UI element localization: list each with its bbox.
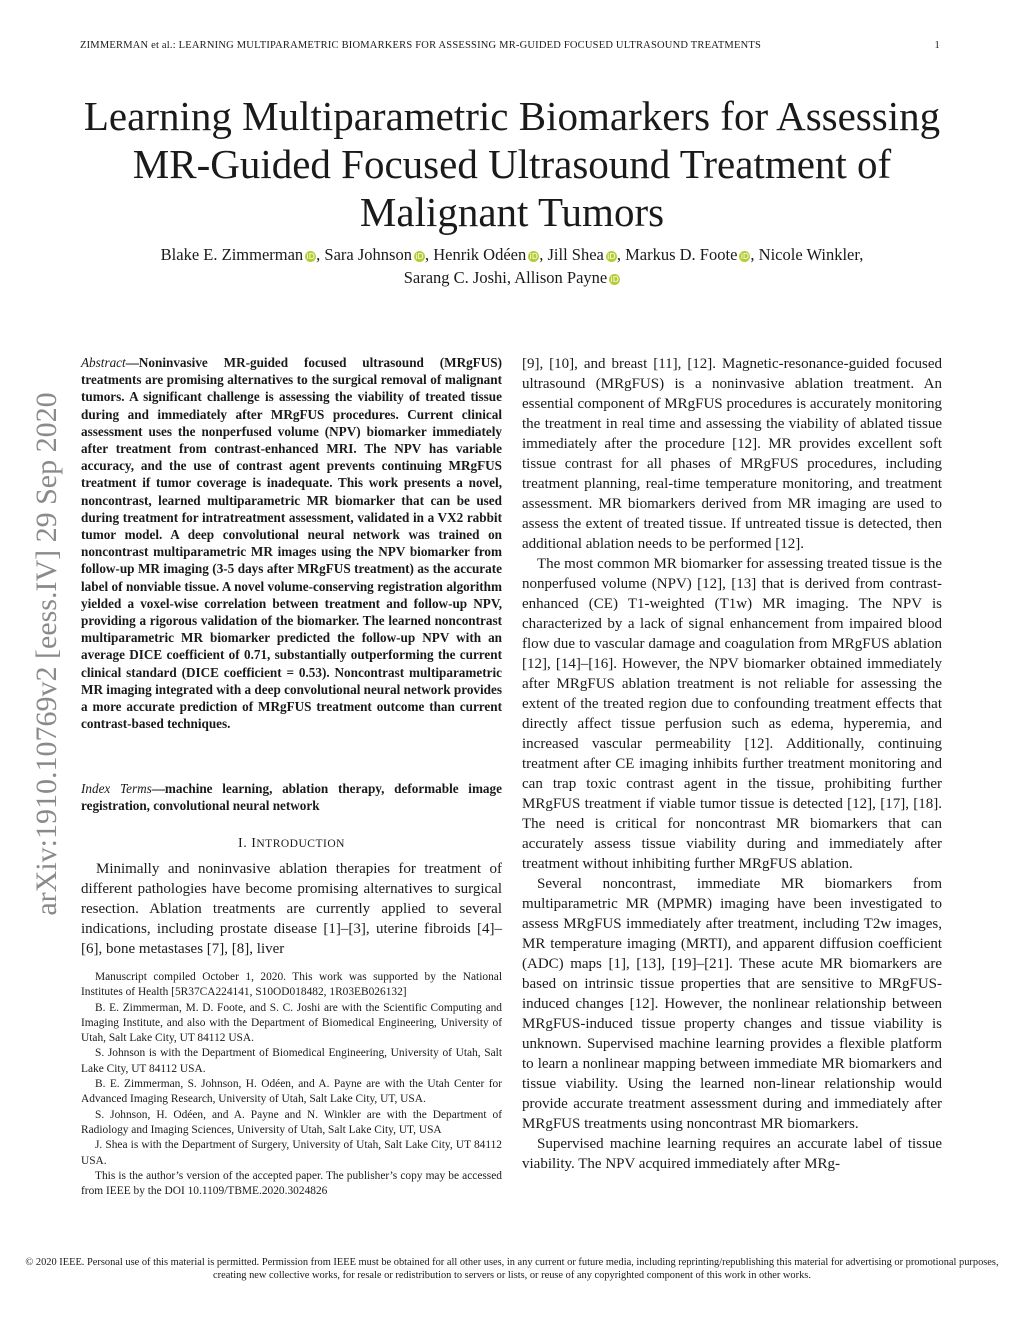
- body-paragraph: The most common MR biomarker for assessing treated tissue is the nonperfused volume (NPV) [12], [13] that is derived from contrast-enhanced (CE) T1-weighted (T1w) MR imaging. The NPV is characterized by a lack of signal enhancement from impaired blood flow due to vascular damage and coagulation from MRgFUS ablation [12], [14]–[16]. However, the NPV biomarker obtained immediately after MRgFUS ablation treatment is not reliable for assessing the extent of the treated region due to confounding treatment effects that directly affect tissue perfusion such as edema, hyperemia, and increased vascular permeability [12]. Additionally, continuing treatment after CE imaging inhibits further treatment monitoring and can trap toxic contrast agent in the tissue, prohibiting further MRgFUS treatment if viable tumor tissue is detected [12], [17], [18]. The need is critical for noncontrast MR biomarkers that can accurately assess tissue viability during and immediately after treatment without inhibiting further MRgFUS ablation.: [522, 556, 942, 872]
- orcid-icon[interactable]: iD: [740, 252, 750, 261]
- author-name: Blake E. Zimmerman: [160, 245, 304, 264]
- paper-title: Learning Multiparametric Biomarkers for Assessing MR-Guided Focused Ultrasound Treatment of Malignant Tumors: [83, 93, 941, 235]
- index-terms: [81, 780, 502, 814]
- orcid-icon[interactable]: iD: [415, 252, 424, 261]
- running-title: ZIMMERMAN et al.: LEARNING MULTIPARAMETRIC BIOMARKERS FOR ASSESSING MR-GUIDED FOCUSED ULTRASOUND TREATMENTS: [80, 40, 762, 51]
- footnote: B. E. Zimmerman, M. D. Foote, and S. C. Joshi are with the Scientific Computing and Imaging Institute, and also with the Department of Biomedical Engineering, University of Utah, Salt Lake City, UT 84112 USA.: [81, 1001, 502, 1045]
- footnotes: [81, 970, 502, 1199]
- orcid-icon[interactable]: iD: [306, 252, 315, 261]
- abstract-label: Abstract: [81, 355, 126, 370]
- footnote: B. E. Zimmerman, S. Johnson, H. Odéen, and A. Payne are with the Utah Center for Advanced Imaging Research, University of Utah, Salt Lake City, UT, USA.: [81, 1078, 502, 1106]
- orcid-icon[interactable]: iD: [529, 252, 538, 261]
- footnote: This is the author’s version of the accepted paper. The publisher’s copy may be accessed from IEEE by the DOI 10.1109/TBME.2020.3024826: [81, 1169, 502, 1198]
- author-name: Nicole Winkler,: [758, 245, 864, 264]
- page-number: 1: [934, 40, 940, 51]
- orcid-icon[interactable]: iD: [607, 252, 616, 261]
- section-heading: I. INTRODUCTION: [238, 836, 345, 851]
- author-name: Sara Johnson: [324, 245, 412, 264]
- body-paragraph: Several noncontrast, immediate MR biomarkers from multiparametric MR (MPMR) imaging have been investigated to assess MRgFUS immediately after treatment, including T2w images, MR temperature imaging (MRTI), and apparent diffusion coefficient (ADC) maps [1], [13], [19]–[21]. These acute MR biomarkers are based on intrinsic tissue properties that are sensitive to MRgFUS-induced changes [12]. However, the nonlinear relationship between MRgFUS-induced tissue property changes and tissue viability is unknown. Supervised machine learning provides a flexible platform to learn a nonlinear mapping between immediate MR biomarkers and tissue viability. Using the learned non-linear relationship would provide accurate treatment assessment during and immediately after MRgFUS treatments using noncontrast MR biomarkers.: [522, 876, 942, 1132]
- index-terms-label: Index Terms: [81, 781, 152, 796]
- arxiv-identifier: arXiv:1910.10769v2 [eess.IV] 29 Sep 2020: [30, 392, 63, 916]
- footnote: S. Johnson is with the Department of Biomedical Engineering, University of Utah, Salt Lake City, UT 84112 USA.: [81, 1047, 502, 1075]
- right-column: [522, 354, 942, 1174]
- body-paragraph: [9], [10], and breast [11], [12]. Magnetic-resonance-guided focused ultrasound (MRgFUS) is a noninvasive ablation treatment. An essential component of MRgFUS procedures is accurately monitoring the treatment in real time and assessing the viability of ablated tissue immediately after the procedure [12]. MR provides excellent soft tissue contrast for all phases of MRgFUS procedures, including treatment planning, real-time temperature monitoring, and treatment assessment. MR biomarkers derived from MR imaging are used to assess the extent of treated tissue. If untreated tissue is detected, then additional ablation needs to be performed [12].: [522, 356, 942, 552]
- author-name: Henrik Odéen: [433, 245, 527, 264]
- author-name: Sarang C. Joshi, Allison Payne: [403, 268, 608, 287]
- copyright-notice: © 2020 IEEE. Personal use of this material is permitted. Permission from IEEE must be obtained for all other uses, in any current or future media, including reprinting/republishing this material for advertising or promotional purposes, creating new collective works, for resale or redistribution to servers or lists, or reuse of any copyrighted component of this work in other works.: [25, 1257, 999, 1281]
- abstract: [81, 354, 502, 732]
- author-name: Markus D. Foote: [625, 245, 738, 264]
- author-list: Blake E. Zimmerman iD, Sara Johnson iD, Henrik Odéen iD, Jill Shea iD, Markus D. Foote iD, Nicole Winkler, Sarang C. Joshi, Allison Payne iD: [160, 245, 864, 287]
- body-paragraph: Supervised machine learning requires an accurate label of tissue viability. The NPV acquired immediately after MRg-: [522, 1136, 942, 1172]
- footnote: Manuscript compiled October 1, 2020. This work was supported by the National Institutes of Health [5R37CA224141, S10OD018482, 1R03EB026132]: [81, 971, 502, 999]
- index-terms-text: —machine learning, ablation therapy, deformable image registration, convolutional neural network: [81, 781, 502, 814]
- author-name: Jill Shea: [547, 245, 604, 264]
- intro-paragraph: Minimally and noninvasive ablation therapies for treatment of different pathologies have become promising alternatives to surgical resection. Ablation treatments are currently applied to several indications, including prostate disease [1]–[3], uterine fibroids [4]–[6], bone metastases [7], [8], liver: [81, 861, 502, 957]
- footnote: J. Shea is with the Department of Surgery, University of Utah, Salt Lake City, UT 84112 USA.: [81, 1139, 502, 1167]
- orcid-icon[interactable]: iD: [610, 275, 619, 284]
- footnote: S. Johnson, H. Odéen, and A. Payne and N. Winkler are with the Department of Radiology and Imaging Sciences, University of Utah, Salt Lake City, UT, USA: [81, 1108, 502, 1136]
- arxiv-sidebar: [22, 348, 72, 960]
- abstract-text: —Noninvasive MR-guided focused ultrasound (MRgFUS) treatments are promising alternatives to the surgical removal of malignant tumors. A significant challenge is assessing the viability of treated tissue during and immediately after MRgFUS procedures. Current clinical assessment uses the nonperfused volume (NPV) biomarker immediately after treatment from contrast-enhanced MRI. The NPV has variable accuracy, and the use of contrast agent prevents continuing MRgFUS treatment if tumor coverage is inadequate. This work presents a novel, noncontrast, learned multiparametric MR biomarker that can be used during treatment for intratreatment assessment, validated in a VX2 rabbit tumor model. A deep convolutional neural network was trained on noncontrast multiparametric MR images using the NPV biomarker from follow-up MR imaging (3-5 days after MRgFUS treatment) as the accurate label of nonviable tissue. A novel volume-conserving registration algorithm yielded a voxel-wise correlation between treatment and follow-up NPV, providing a rigorous validation of the biomarker. The learned noncontrast multiparametric MR biomarker predicted the follow-up NPV with an average DICE coefficient of 0.71, substantially outperforming the current clinical standard (DICE coefficient = 0.53). Noncontrast multiparametric MR imaging integrated with a deep convolutional neural network provides a more accurate prediction of MRgFUS treatment outcome than current contrast-based techniques.: [81, 355, 502, 732]
